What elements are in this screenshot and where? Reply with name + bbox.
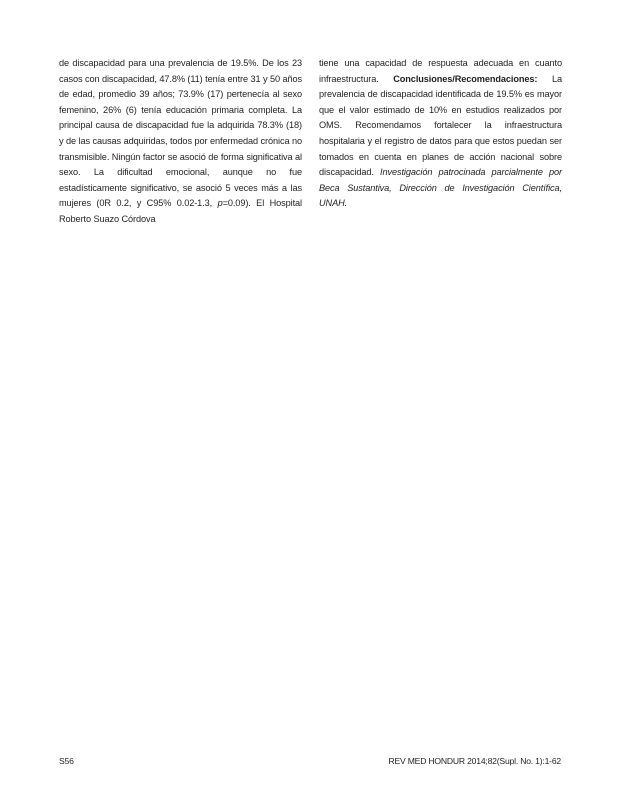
article-column-left [59,56,302,228]
funding-note: Investigación patrocinada parcialmente por Beca Sustantiva, Dirección de Investigación Científica, UNAH. [319,167,562,209]
article-column-right [319,56,562,212]
body-text: La prevalencia de discapacidad identificada de 19.5% es mayor que el valor estimado de 10% en estudios realizados por OMS. Recomendamos fortalecer la infraestructura hospitalaria y el registro de datos para que estos puedan ser tomados en cuenta en planes de acción nacional sobre discapacidad. [319,73,562,178]
body-paragraph [319,56,562,212]
journal-citation: REV MED HONDUR 2014;82(Supl. No. 1):1-62 [388,756,561,766]
body-text: de discapacidad para una prevalencia de 19.5%. De los 23 casos con discapacidad, 47.8% (11) tenía entre 31 y 50 años de edad, promedio 39 años; 73.9% (17) pertenecía al sexo femenino, 26% (6) tenía educación primaria completa. La principal causa de discapacidad fue la adquirida 78.3% (18) y de las causas adquiridas, todos por enfermedad crónica no transmisible. Ningún factor se asoció de forma significativa al sexo. La dificultad emocional, aunque no fue estadísticamente significativo, se asoció 5 veces más a las mujeres (0R 0.2, y C95% 0.02-1.3, [59,58,302,209]
conclusions-heading: Conclusiones/Recomendaciones: [393,73,538,84]
body-paragraph [59,56,302,228]
body-text: =0.09). El Hospital Roberto Suazo Córdova [59,198,302,224]
body-text: tiene una capacidad de respuesta adecuada en cuanto infraestructura. [319,58,562,84]
p-value-symbol: p [217,198,223,209]
page-number: S56 [59,756,74,766]
